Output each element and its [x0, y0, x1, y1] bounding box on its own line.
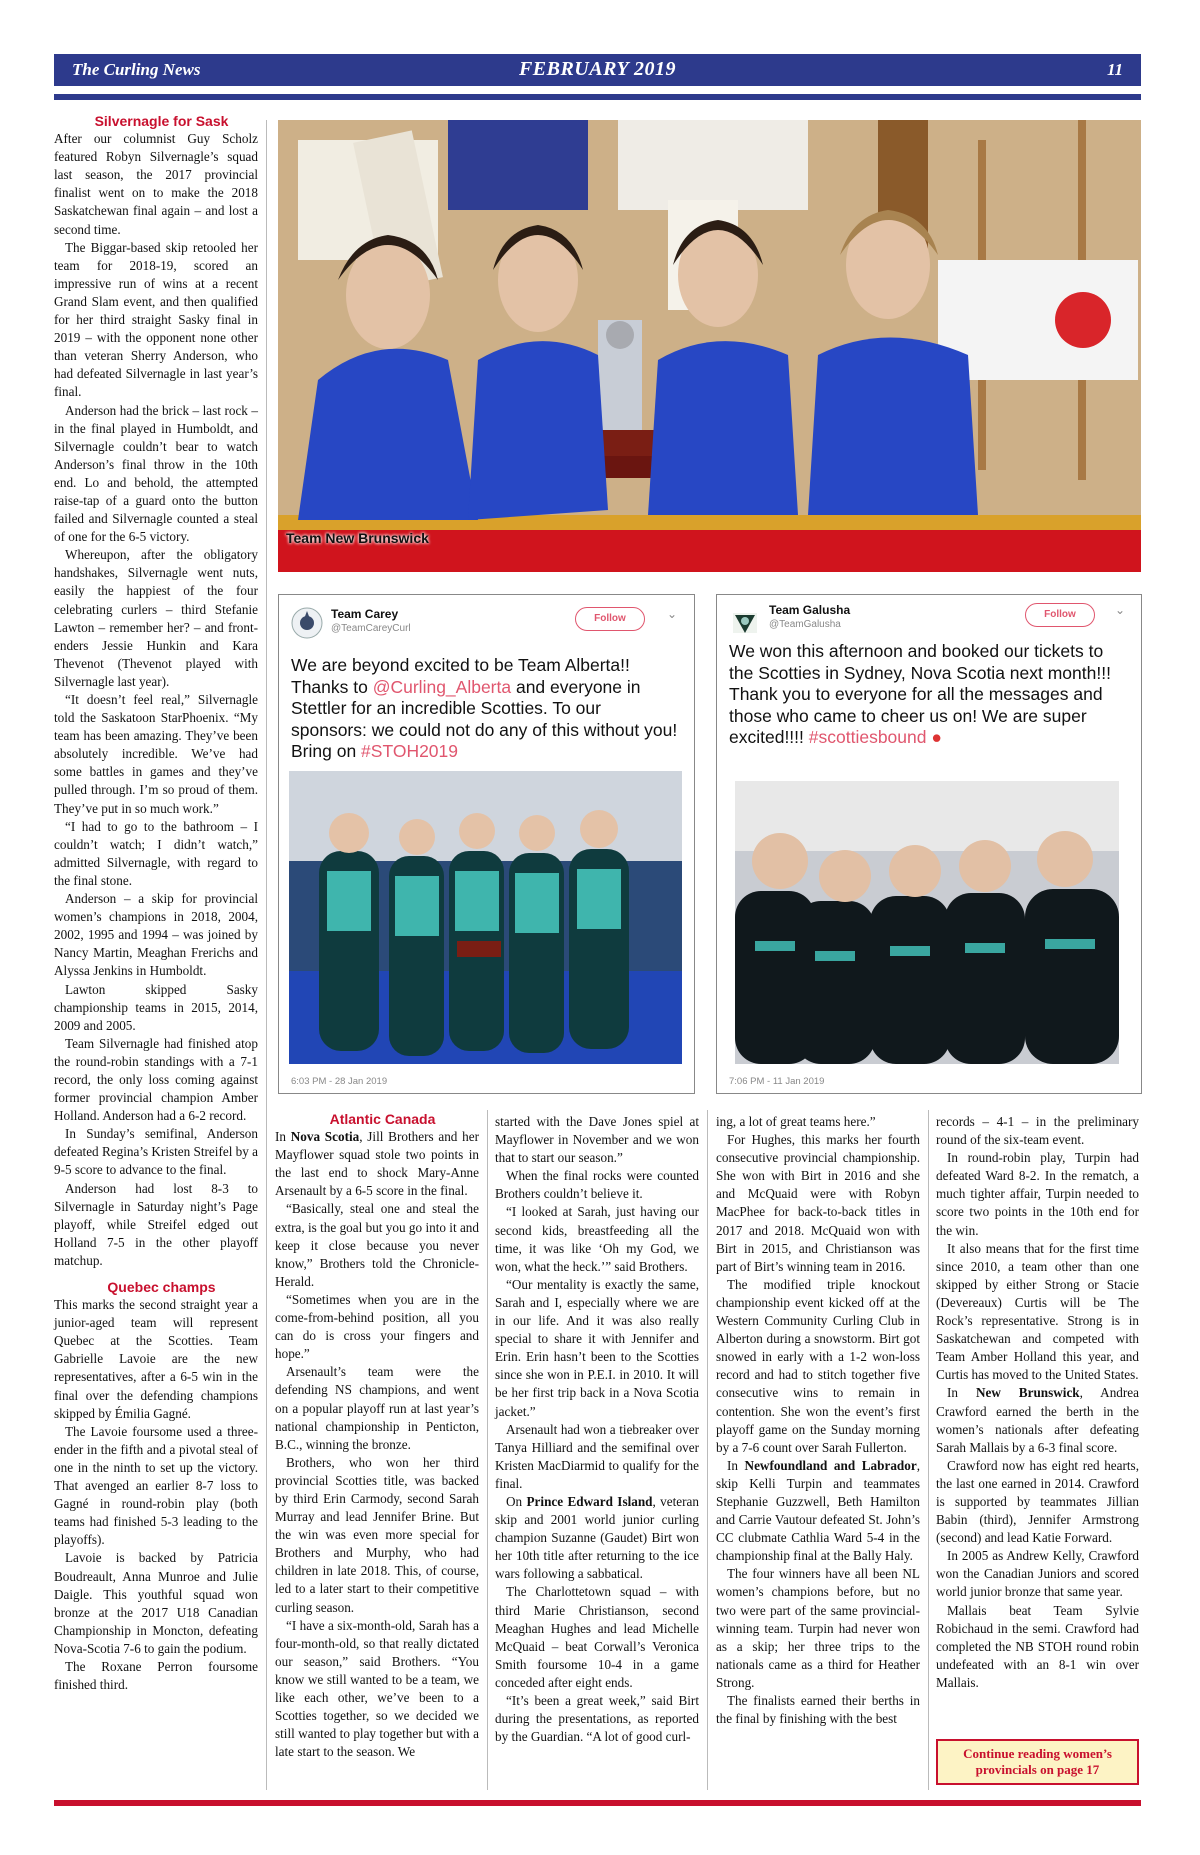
- paragraph: records – 4-1 – in the preliminary round of the six-team event.: [936, 1114, 1139, 1148]
- mention-link[interactable]: @Curling_Alberta: [372, 676, 512, 697]
- issue-date: FEBRUARY 2019: [518, 58, 677, 80]
- paragraph: The modified triple knockout championship event kicked off at the Western Community Curling Club in Alberton during a snowstorm. Birt got snowed in early with a 1-2 won-loss record and had to stitch together five consecutive wins to remain in contention. She won the event’s first playoff game on the Sunday morning by a 7-6 count over Sarah Fullerton.: [716, 1276, 920, 1455]
- page-header: [54, 54, 1141, 86]
- tweet-text: [729, 641, 1127, 749]
- paragraph: “Basically, steal one and steal the extra, is the goal but you go into it and keep it close because you never know,” Brothers told the Chronicle-Herald.: [275, 1201, 479, 1289]
- paragraph: In round-robin play, Turpin had defeated Ward 8-2. In the rematch, a much tighter affair, Turpin needed to score two points in the 10th end for the win.: [936, 1150, 1139, 1238]
- section-heading-quebec: Quebec champs: [107, 1279, 216, 1295]
- paragraph: “It doesn’t feel real,” Silvernagle told the Saskatoon StarPhoenix. “My team has been amazing. They’ve been absolutely incredible. We’ve had some battles in games and they’ve pulled through. I’m so proud of them. They’ve put in so much work.”: [54, 692, 258, 816]
- paragraph: [275, 1128, 479, 1200]
- paragraph: Anderson had the brick – last rock – in the final played in Humboldt, and Silvernagle couldn’t bear to watch Anderson’s final throw in the 10th end. Lo and behold, the attempted raise-tap of a guard onto the button failed and Silvernagle counted a steal of one for the 6-5 victory.: [54, 402, 258, 545]
- paragraph: In Sunday’s semifinal, Anderson defeated Regina’s Kristen Streifel by a 9-5 score to advance to the final.: [54, 1126, 258, 1178]
- publication-name: The Curling News: [72, 60, 201, 79]
- paragraph: Brothers, who won her third provincial Scotties title, was backed by third Erin Carmody, second Sarah Murray and lead Jennifer Brine. But the win was even more special for Brothers and Murphy, who had children in late 2018. This, of course, led to a later start to their competitive curling season.: [275, 1454, 479, 1615]
- paragraph: Whereupon, after the obligatory handshakes, Silvernagle went nuts, easily the happiest of the four celebrating curlers – third Stefanie Lawton – remember her? – and front-enders Jessie Hunkin and Kara Thevenot (Thevenot played with Silvernagle last year).: [54, 547, 258, 689]
- province-name: Newfoundland and Labrador: [744, 1457, 917, 1473]
- tweet-text-part: Thank you to everyone for all the messages and those who came to cheer us on! We are super excited!!!!: [729, 684, 1103, 747]
- paragraph: Team Silvernagle had finished atop the round-robin standings with a 7-1 record, the only loss coming against former provincial champion Amber Holland. Anderson had a 6-2 record.: [54, 1035, 258, 1124]
- paragraph: After our columnist Guy Scholz featured Robyn Silvernagle’s squad last season, the 2017 provincial finalist went on to make the 2018 Saskatchewan final again – and lost a second time.: [54, 131, 258, 237]
- paragraph: “I looked at Sarah, just having our second kids, breastfeeding all the time, it was like ‘Oh my God, we won, what the heck.’” said Brothers.: [495, 1204, 699, 1274]
- province-name: Nova Scotia: [290, 1129, 360, 1145]
- paragraph: In 2005 as Andrew Kelly, Crawford won the Canadian Juniors and scored world junior bronze that same year.: [936, 1548, 1139, 1600]
- team-photo-illustration: [278, 120, 1141, 572]
- paragraph: Anderson had lost 8-3 to Silvernagle in Saturday night’s Page playoff, while Streifel edged out Holland 7-5 in the other playoff matchup.: [54, 1180, 258, 1268]
- section-heading-atlantic: Atlantic Canada: [329, 1111, 436, 1127]
- team-logo-icon: [729, 607, 761, 639]
- text-span: , veteran skip and 2001 world junior curling champion Suzanne (Gaudet) Birt won her 10th title after returning to the ice wars following a sabbatical.: [495, 1493, 699, 1582]
- text-span: , skip Kelli Turpin and teammates Stephanie Guzzwell, Beth Hamilton and Carrie Vautour defeated St. John’s CC clubmate Cathlia Ward 5-4 in the championship final at the Bally Haly.: [716, 1457, 920, 1564]
- tweet-card-carey: [278, 594, 695, 1094]
- tweet-text-part: We are beyond excited to be Team Alberta!! Thanks to: [291, 655, 630, 697]
- tweet-text-line: [729, 684, 1127, 749]
- paragraph: Lavoie is backed by Patricia Boudreault, Anna Munroe and Julie Daigle. This youthful squad won bronze at the 2017 U18 Canadian Championship in Moncton, defeating Nova-Scotia 7-6 to gain the podium.: [54, 1550, 258, 1656]
- province-name: New Brunswick: [975, 1385, 1080, 1401]
- footer-rule: [54, 1800, 1141, 1806]
- paragraph: “I have a six-month-old, Sarah has a four-month-old, so that really dictated our season,” said Brothers. “You know we still wanted to be a team, we like each other, we’ve been to a Scotties together, so we decided we still wanted to play together but with a late start to the season. We: [275, 1617, 479, 1760]
- team-photo: [278, 120, 1141, 572]
- paragraph: The finalists earned their berths in the final by finishing with the best: [716, 1693, 920, 1727]
- tweet-card-galusha: [716, 594, 1142, 1094]
- paragraph: When the final rocks were counted Brothers couldn’t believe it.: [495, 1168, 699, 1202]
- tweet-photo[interactable]: [735, 781, 1119, 1064]
- paragraph: [936, 1384, 1139, 1456]
- paragraph: “It’s been a great week,” said Birt during the presentations, as reported by the Guardian. “A lot of good curl-: [495, 1693, 699, 1745]
- tweet-account-name[interactable]: Team Galusha: [769, 603, 851, 617]
- team-logo-icon: [291, 607, 323, 639]
- paragraph: The Roxane Perron foursome finished third.: [54, 1658, 258, 1693]
- paragraph: “I had to go to the bathroom – I couldn’t watch; I didn’t watch,” admitted Silvernagle, with regard to the final stone.: [54, 818, 258, 888]
- paragraph: The Charlottetown squad – with third Marie Christianson, second Meaghan Hughes and lead Michelle McQuaid – beat Corwall’s Veronica Smith foursome 10-4 in a game conceded after eight ends.: [495, 1584, 699, 1690]
- follow-button[interactable]: Follow: [575, 607, 645, 631]
- section-heading-sask: Silvernagle for Sask: [94, 113, 229, 129]
- column-divider: [266, 120, 267, 1790]
- text-span: In: [727, 1457, 745, 1473]
- chevron-down-icon[interactable]: ⌄: [1115, 603, 1126, 617]
- paragraph: ing, a lot of great teams here.”: [716, 1114, 876, 1129]
- continue-reading-box[interactable]: Continue reading women’s provincials on page 17: [936, 1739, 1139, 1785]
- paragraph: [495, 1493, 699, 1583]
- tweet-timestamp[interactable]: 7:06 PM - 11 Jan 2019: [729, 1076, 825, 1087]
- hashtag-link[interactable]: #scottiesbound: [808, 727, 927, 747]
- paragraph: The four winners have all been NL women’s champions before, but no two were part of the same provincial-winning team. Turpin had never won as a skip; her three trips to the nationals came as a third for Heather Strong.: [716, 1566, 920, 1690]
- tweet-timestamp[interactable]: 6:03 PM - 28 Jan 2019: [291, 1076, 388, 1087]
- tweet-text: [291, 655, 680, 763]
- tweet-account-name[interactable]: Team Carey: [331, 607, 399, 621]
- photo-caption: Team New Brunswick: [286, 530, 429, 546]
- paragraph: This marks the second straight year a junior-aged team will represent Quebec at the Scotties. Team Gabrielle Lavoie are the new representatives, after a 6-5 win in the final over the defending champions skipped by Émilia Gagné.: [54, 1297, 258, 1421]
- left-column: [54, 112, 258, 1694]
- tweet-handle[interactable]: @TeamGalusha: [769, 619, 841, 630]
- paragraph: started with the Dave Jones spiel at Mayflower in November and we won that to start our season.”: [495, 1114, 699, 1166]
- paragraph: Anderson – a skip for provincial women’s champions in 2018, 2004, 2002, 1995 and 1994 – was joined by Nancy Martin, Meaghan Frerichs and Alyssa Jenkins in Humboldt.: [54, 891, 258, 979]
- paragraph: The Biggar-based skip retooled her team for 2018-19, scored an impressive run of wins at a recent Grand Slam event, and then qualified for her third straight Sasky final in 2019 – with the opponent none other than veteran Sherry Anderson, who had defeated Silvernagle in last year’s final.: [54, 239, 258, 400]
- text-span: , Andrea Crawford earned the berth in the women’s nationals after defeating Sarah Mallais by a 6-3 final score.: [936, 1385, 1139, 1455]
- paragraph: “Our mentality is exactly the same, Sarah and I, especially where we are in our life. And it was also really special to share it with Jennifer and Erin. Erin hasn’t been to the Scotties since she won in P.E.I. in 2010. It will be her first trip back in a Nova Scotia jacket.”: [495, 1276, 699, 1419]
- paragraph: For Hughes, this marks her fourth consecutive provincial championship. She won with Birt in 2016 and she and McQuaid were with Robyn MacPhee for back-to-back titles in 2017 and 2018. McQuaid won with Birt in 2015, and Christianson was part of Birt’s winning team in 2016.: [716, 1132, 920, 1274]
- hashtag-link[interactable]: #STOH2019: [361, 741, 459, 761]
- paragraph: Lawton skipped Sasky championship teams in 2015, 2014, 2009 and 2005.: [54, 981, 258, 1033]
- paragraph: It also means that for the first time since 2010, a team other than one skipped by either Strong or Stacie (Devereaux) Curtis will be The Rock’s representative. Strong is in Saskatchewan and competed with Team Amber Holland this year, and Curtis has moved to the United States.: [936, 1240, 1139, 1383]
- tweet-handle[interactable]: @TeamCareyCurl: [331, 623, 411, 634]
- paragraph: Mallais beat Team Sylvie Robichaud in the semi. Crawford had completed the NB STOH round robin undefeated with an 8-1 win over Mallais.: [936, 1602, 1139, 1690]
- follow-button[interactable]: Follow: [1025, 603, 1095, 627]
- article-column-3: [495, 1113, 699, 1746]
- paragraph: [716, 1457, 920, 1566]
- tweet-text-part: and everyone in Stettler for an incredible Scotties. To our sponsors: we could not do any of this without you! Bring on: [291, 676, 678, 761]
- article-column-4: [716, 1113, 920, 1728]
- header-rule: [54, 94, 1141, 100]
- curling-stone-icon: ●: [931, 727, 942, 747]
- article-column-5: [936, 1113, 1139, 1692]
- tweet-text-part: We won this afternoon and booked our tickets to the Scotties in Sydney, Nova Scotia next month!!!: [729, 641, 1111, 683]
- column-divider: [707, 1110, 708, 1790]
- text-span: On: [506, 1493, 527, 1509]
- text-span: In: [275, 1129, 291, 1145]
- column-divider: [928, 1110, 929, 1790]
- paragraph: “Sometimes when you are in the come-from-behind position, all you can do is cross your fingers and hope.”: [275, 1291, 479, 1362]
- chevron-down-icon[interactable]: ⌄: [667, 607, 678, 621]
- text-span: In: [947, 1385, 976, 1401]
- paragraph: Arsenault had won a tiebreaker over Tanya Hilliard and the semifinal over Kristen MacDiarmid to qualify for the final.: [495, 1421, 699, 1491]
- tweet-photo[interactable]: [289, 771, 682, 1064]
- province-name: Prince Edward Island: [526, 1493, 653, 1509]
- text-span: , Jill Brothers and her Mayflower squad stole two points in the last end to shock Mary-Anne Arsenault by a 6-5 score in the final.: [275, 1129, 479, 1199]
- paragraph: Arsenault’s team were the defending NS champions, and went on a popular playoff run at last year’s national championship in Penticton, B.C., winning the bronze.: [275, 1364, 479, 1452]
- page-number: 11: [1106, 60, 1123, 79]
- article-column-2: [275, 1110, 479, 1761]
- paragraph: The Lavoie foursome used a three-ender in the fifth and a pivotal steal of one in the ninth to set up the victory. That avenged an earlier 8-7 loss to Gagné in round-robin play (both teams had finished 5-3 leading to the playoffs).: [54, 1423, 258, 1548]
- paragraph: Crawford now has eight red hearts, the last one earned in 2014. Crawford is supported by teammates Jillian Babin (third), Jennifer Armstrong (second) and lead Katie Forward.: [936, 1457, 1139, 1546]
- column-divider: [487, 1110, 488, 1790]
